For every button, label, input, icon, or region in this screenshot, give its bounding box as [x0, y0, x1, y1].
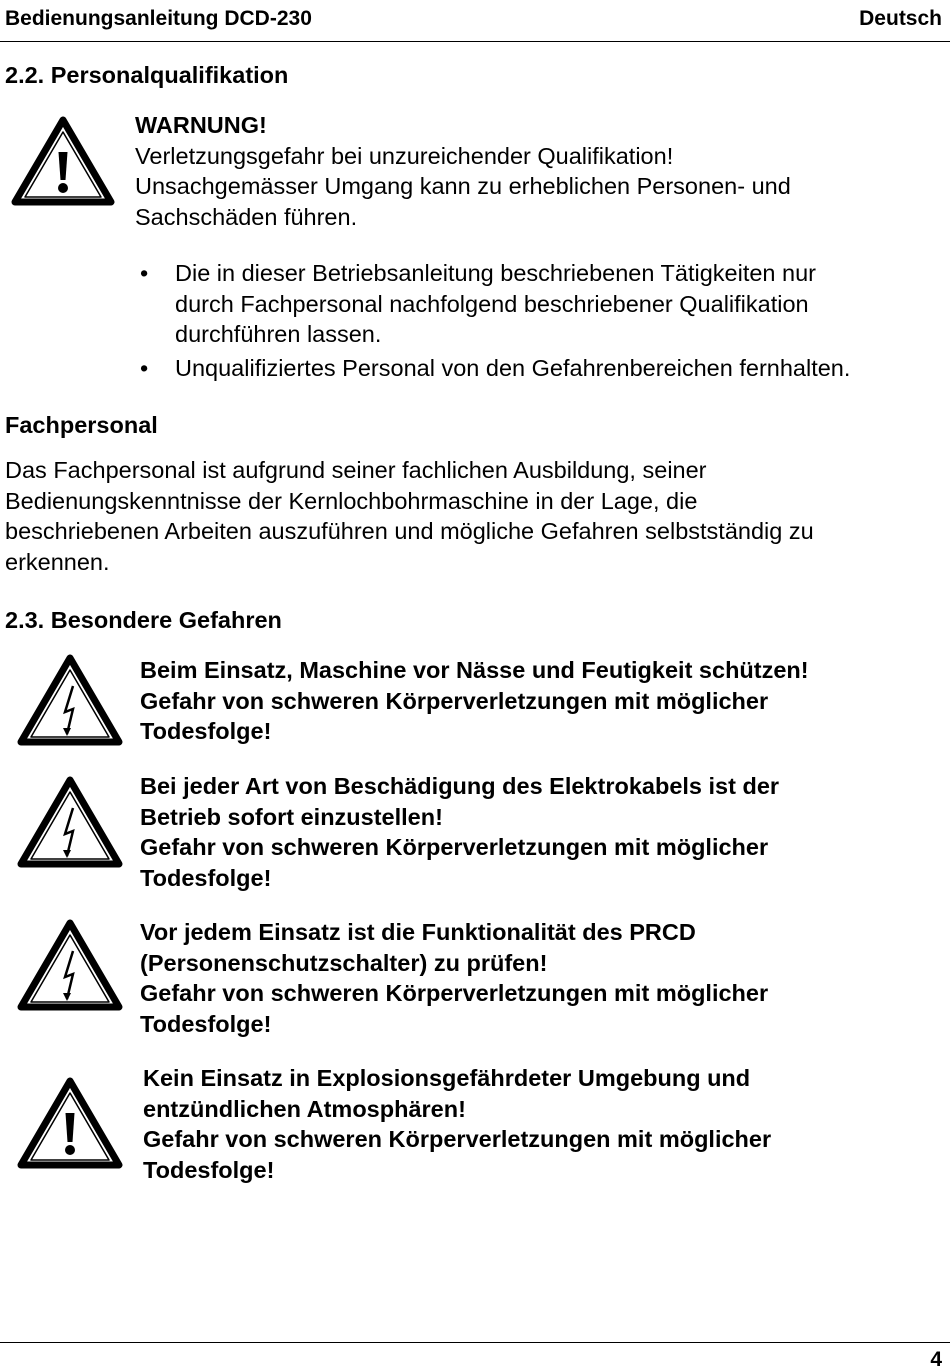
electrical-hazard-icon [15, 652, 125, 748]
hazard-line: Kein Einsatz in Explosionsgefährdeter Umgebung und [143, 1065, 751, 1091]
list-item [137, 258, 947, 350]
paragraph-line: erkennen. [5, 548, 110, 575]
warning-line: Unsachgemässer Umgang kann zu erheblichen Personen- und [135, 173, 791, 199]
hazard-line: Todesfolge! [140, 864, 272, 891]
hazard-line: Todesfolge! [143, 1156, 275, 1183]
hazard-line: Beim Einsatz, Maschine vor Nässe und Feutigkeit schützen! [140, 657, 809, 683]
paragraph-line: Bedienungskenntnisse der Kernlochbohrmaschine in der Lage, die [5, 487, 698, 514]
qualification-bullet-list [137, 258, 947, 383]
hazard-cable-damage-text [140, 771, 779, 893]
document-language: Deutsch [859, 7, 942, 30]
bullet-line: durch Fachpersonal nachfolgend beschriebener Qualifikation [175, 290, 809, 317]
hazard-line: Betrieb sofort einzustellen! [140, 803, 443, 830]
document-title: Bedienungsanleitung DCD-230 [5, 7, 312, 30]
bullet-line: Die in dieser Betriebsanleitung beschriebenen Tätigkeiten nur [175, 260, 816, 286]
hazard-line: Gefahr von schweren Körperverletzungen mit möglicher [143, 1126, 772, 1152]
electrical-hazard-icon [15, 917, 125, 1013]
paragraph-line: beschriebenen Arbeiten auszuführen und mögliche Gefahren selbstständig zu [5, 518, 814, 544]
hazard-moisture-text [140, 655, 809, 747]
electrical-hazard-icon [15, 774, 125, 870]
general-warning-icon [15, 1075, 125, 1171]
hazard-prcd-check-text [140, 917, 768, 1039]
page-header [0, 0, 950, 42]
paragraph-line: Das Fachpersonal ist aufgrund seiner fachlichen Ausbildung, seiner [5, 457, 707, 483]
warning-block [135, 110, 791, 232]
page-number: 4 [930, 1348, 942, 1371]
hazard-line: entzündlichen Atmosphären! [143, 1095, 466, 1122]
hazard-line: Gefahr von schweren Körperverletzungen mit möglicher [140, 834, 769, 860]
hazard-line: Vor jedem Einsatz ist die Funktionalität des PRCD [140, 919, 696, 945]
footer-divider [0, 1342, 950, 1343]
hazard-line: (Personenschutzschalter) zu prüfen! [140, 949, 548, 976]
warning-title: WARNUNG! [135, 112, 267, 138]
warning-line: Verletzungsgefahr bei unzureichender Qualifikation! [135, 142, 674, 169]
section-heading-personalqualifikation: 2.2. Personalqualifikation [5, 62, 289, 88]
hazard-explosive-atmosphere-text [143, 1063, 771, 1185]
hazard-line: Bei jeder Art von Beschädigung des Elektrokabels ist der [140, 773, 780, 799]
section-heading-besondere-gefahren: 2.3. Besondere Gefahren [5, 607, 282, 633]
hazard-line: Gefahr von schweren Körperverletzungen mit möglicher [140, 980, 769, 1006]
general-warning-icon [10, 114, 116, 208]
bullet-line: Unqualifiziertes Personal von den Gefahrenbereichen fernhalten. [175, 354, 851, 381]
hazard-line: Gefahr von schweren Körperverletzungen mit möglicher [140, 687, 769, 714]
hazard-line: Todesfolge! [140, 1010, 272, 1037]
bullet-line: durchführen lassen. [175, 321, 382, 347]
bullet-icon: • [140, 260, 149, 286]
list-item [137, 353, 947, 384]
bullet-icon: • [140, 354, 149, 381]
hazard-line: Todesfolge! [140, 718, 272, 744]
subheading-fachpersonal: Fachpersonal [5, 412, 158, 438]
fachpersonal-paragraph [5, 455, 945, 577]
warning-line: Sachschäden führen. [135, 203, 358, 230]
